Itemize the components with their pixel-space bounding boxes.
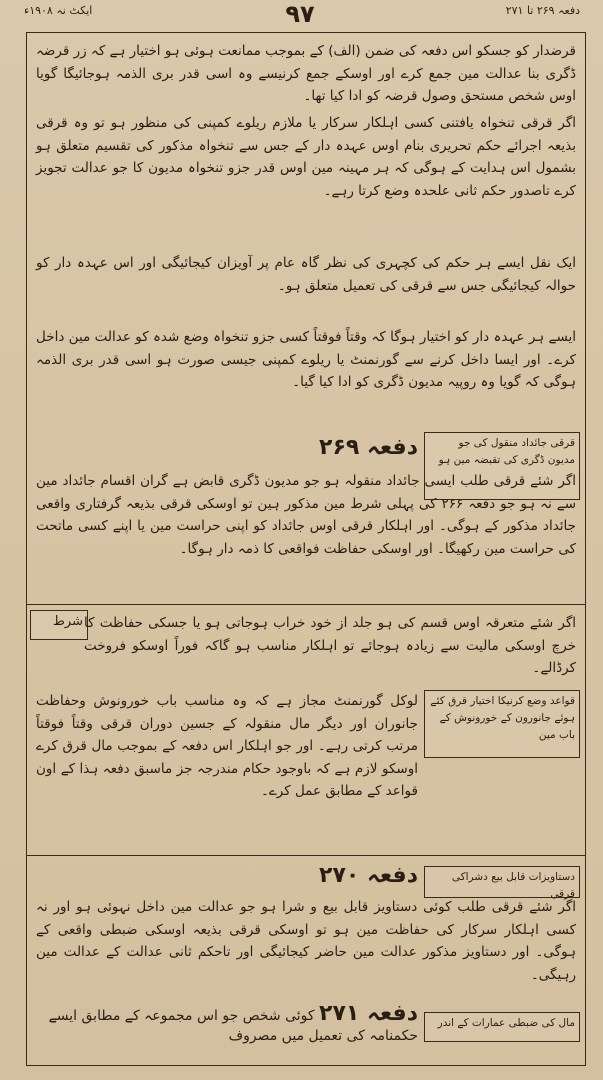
rules-text-a: لوکل گورنمنٹ مجاز ہے کہ وہ مناسب باب خورونوش وحفاظت جانوران اور دیگر مال منقولہ کے جسین دوران قرقی وقتاً فوقتاً مرتب کرتی رہے۔ اور جو اہلکار اس دفعہ کے بموجب مال قرق کرے اوسکو لازم ہے کہ باوجود حکام مندرجہ جز ماسبق دفعہ ہذا کے اون قواعد کے مطابق عمل کرے۔: [36, 693, 418, 799]
header-section-range: دفعہ ۲۶۹ تا ۲۷۱: [505, 4, 580, 17]
margin-note-270: دستاویزات قابل بیع دشراکی قرقی: [424, 866, 580, 898]
header-act-title: ایکٹ نہ ۱۹۰۸ء: [24, 4, 93, 17]
section-270-heading: [34, 863, 418, 896]
section-271-heading: [34, 1001, 418, 1054]
margin-note-269: قرقی جائداد منقول کی جو مدیون ڈگری کی تقبضہ مین ہو: [424, 432, 580, 500]
paragraph-officer-deposit: ایسے ہر عہدہ دار کو اختیار ہوگا کہ وقتاً فوقتاً کسی جزو تنخواہ وضع شدہ کو عدالت مین داخل کرے۔ اور ایسا داخل کرنے سے گورنمنٹ یا ریلوے کمپنی جیسی صورت ہو اسی قدر بری الذمہ ہوگی کہ گویا وہ روپیہ مدیون ڈگری کو ادا کیا گیا۔: [36, 329, 576, 390]
page-number: ۹۷: [285, 0, 315, 28]
section-270-text: اگر شئے قرقی طلب کوئی دستاویز قابل بیع و شرا ہو جو عدالت مین داخل نہوئی ہو اور نہ کسی اہلکار سرکار کی حفاظت مین ہو تو اوسکی قرقی بذیعہ اوسکی ضبطی واقعی کے ہوگی۔ اور دستاویز مذکور عدالت مین حاضر کیجائیگی اور تاحکم ثانی عدالت کے عدالت مین رہیگی۔: [36, 899, 576, 983]
section-269-number: دفعہ ۲۶۹: [319, 435, 418, 460]
proviso-text: اگر شئے متعرقہ اوس قسم کی ہو جلد از خود خراب ہوجاتی ہو یا جسکی حفاظت کا خرچ اوسکی مالیت سے زیادہ ہوجائے تو اہلکار مناسب ہو گاکہ فوراً اوسکو فروخت کرڈالے۔: [84, 615, 576, 676]
section-270-number: دفعہ ۲۷۰: [319, 863, 418, 888]
divider-line-2: [26, 855, 586, 856]
section-271-text: کوئی شخص جو اس مجموعہ کے مطابق ایسے حکمنامہ کی تعمیل میں مصروف: [48, 1008, 418, 1044]
divider-line: [26, 604, 586, 605]
paragraph-order-copy: ایک نقل ایسے ہر حکم کی کچہری کی نظر گاہ عام پر آویزان کیجائیگی اور اس عہدہ دار کو حوالہ کیجائیگی جس سے قرقی کی تعمیل متعلق ہو۔: [36, 255, 576, 294]
proviso-label: شرط: [30, 610, 88, 640]
section-269-text: اگر شئے قرقی طلب ایسی جائداد منقولہ ہو جو مدیون ڈگری قابض ہے گران اقسام جائداد مین سے نہ ہو جو دفعہ ۲۶۶ کی پہلی شرط مین مذکور ہین تو اوسکی قرقی بذیعہ گرفتاری واقعی جائداد مذکور کے ہوگی۔ اور اہلکار قرقی اوس جائداد کو اپنی حراست مین یا اپنے کسی ماتحت کی حراست مین رکھیگا۔ اور اوسکی حفاظت فواقعی کا ذمہ دار ہوگا۔: [36, 473, 576, 557]
paragraph-debtor-deposit: قرضدار کو جسکو اس دفعہ کی ضمن (الف) کے بموجب ممانعت ہوئی ہو اختیار ہے کہ زر قرضہ ڈگری بنا عدالت مین جمع کرے اور اوسکے جمع کرنیسے وہ اسی قدر بری الذمہ ہوجائیگا گویا اوس شخص مستحق وصول قرضہ کو ادا کیا تھا۔: [36, 43, 576, 104]
section-271-number: دفعہ ۲۷۱: [319, 1001, 418, 1026]
margin-note-271: مال کی ضبطی عمارات کے اندر: [424, 1012, 580, 1042]
margin-note-rules: قواعد وضع کرنیکا اختیار قرق کئے ہوئے جانورون کے خورونوش کے باب مین: [424, 690, 580, 758]
paragraph-salary-attachment: اگر قرقی تنخواہ یافتنی کسی اہلکار سرکار یا ملازم ریلوے کمپنی کی منظور ہو تو وہ قرقی بذیعہ اجرائے حکم تحریری بنام اوس عہدہ دار کے جس سے تنخواہ مذکور کی تقسیم متعلق ہو بشمول اس ہدایت کے ہوگی کہ ہر مہینہ مین اوس قدر جزو تنخواہ مدیون کا جو عدالت تجویز کرے تاصدور حکم ثانی علحدہ وضع کرتا رہے۔: [36, 115, 576, 199]
